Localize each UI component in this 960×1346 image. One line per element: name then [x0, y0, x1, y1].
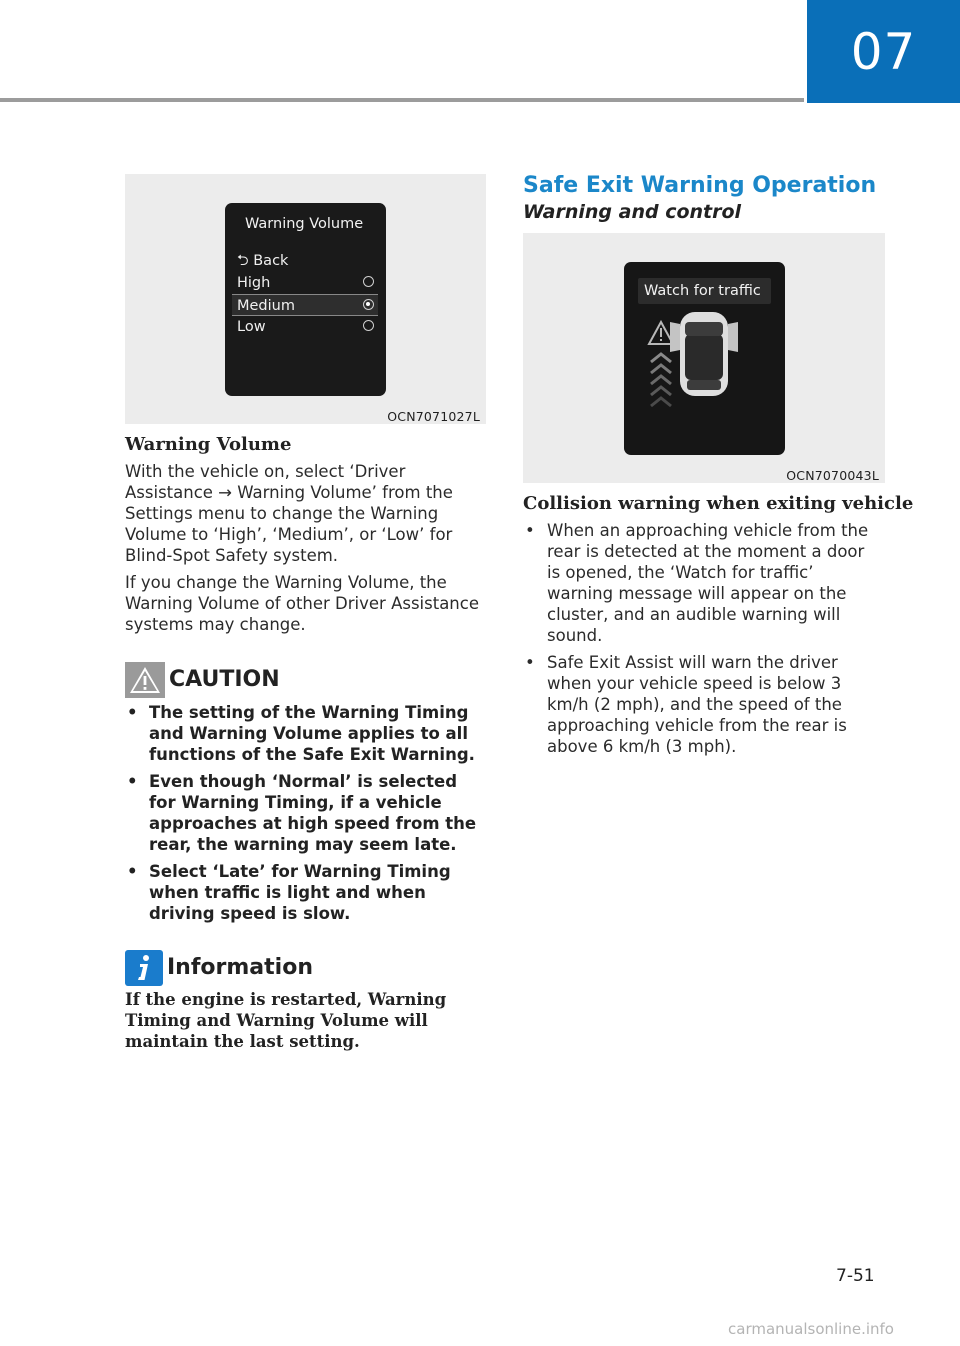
caution-item: • Select ‘Late’ for Warning Timing when traffic is light and when driving speed is slow.: [125, 861, 487, 924]
menu-option-low: Low: [232, 316, 378, 338]
page-number: 7-51: [836, 1266, 875, 1286]
menu-option-medium: Medium: [232, 294, 378, 316]
collision-item: • Safe Exit Assist will warn the driver when your vehicle speed is below 3 km/h (2 mph), and the speed of the approaching vehicle from the rear is above 6 km/h (3 mph).: [523, 652, 879, 757]
information-text: If the engine is restarted, Warning Timing and Warning Volume will maintain the last setting.: [125, 990, 447, 1051]
figure-code: OCN7071027L: [387, 409, 480, 424]
caution-header: [125, 662, 485, 698]
collision-item: • When an approaching vehicle from the rear is detected at the moment a door is opened, the ‘Watch for traffic’ warning message will appear on the cluster, and an audible warning will sound.: [523, 520, 879, 646]
figure-warning-volume: [125, 174, 486, 424]
warning-triangle-icon: [125, 662, 165, 698]
safe-exit-car-icon: [624, 262, 785, 455]
radio-icon: [363, 320, 374, 331]
information-header: [125, 950, 485, 986]
return-arrow-icon: ⮌: [237, 253, 249, 269]
radio-icon: [363, 276, 374, 287]
screen-title: Warning Volume: [245, 216, 364, 232]
header-rule: [0, 98, 804, 102]
warning-volume-heading: Warning Volume: [125, 434, 292, 455]
chapter-tab: 07: [807, 0, 960, 103]
caution-list: [125, 702, 487, 930]
warning-volume-paragraph-2: If you change the Warning Volume, the Warning Volume of other Driver Assistance systems may change.: [125, 573, 479, 634]
figure-watch-for-traffic: [523, 233, 885, 483]
warning-message: Watch for traffic: [644, 283, 761, 299]
caution-item: • The setting of the Warning Timing and Warning Volume applies to all functions of the Safe Exit Warning.: [125, 702, 487, 765]
watermark: carmanualsonline.info: [728, 1320, 894, 1338]
caution-title: CAUTION: [169, 667, 280, 692]
section-subtitle: Warning and control: [523, 201, 742, 223]
collision-list: [523, 520, 879, 763]
back-label: Back: [253, 253, 289, 269]
collision-heading: Collision warning when exiting vehicle: [523, 493, 914, 514]
radio-selected-icon: [363, 299, 374, 310]
menu-option-high: High: [232, 272, 378, 294]
cluster-screen: [624, 262, 785, 455]
warning-volume-paragraph-1: With the vehicle on, select ‘Driver Assistance → Warning Volume’ from the Settings menu to change the Warning Volume to ‘High’, ‘Medium’, or ‘Low’ for Blind-Spot Safety system.: [125, 462, 453, 565]
cluster-screen: [225, 203, 386, 396]
information-title: Information: [167, 955, 313, 980]
figure-code: OCN7070043L: [786, 468, 879, 483]
section-title: Safe Exit Warning Operation: [523, 173, 877, 198]
info-icon: [125, 950, 163, 986]
caution-item: • Even though ‘Normal’ is selected for Warning Timing, if a vehicle approaches at high speed from the rear, the warning may seem late.: [125, 771, 487, 855]
